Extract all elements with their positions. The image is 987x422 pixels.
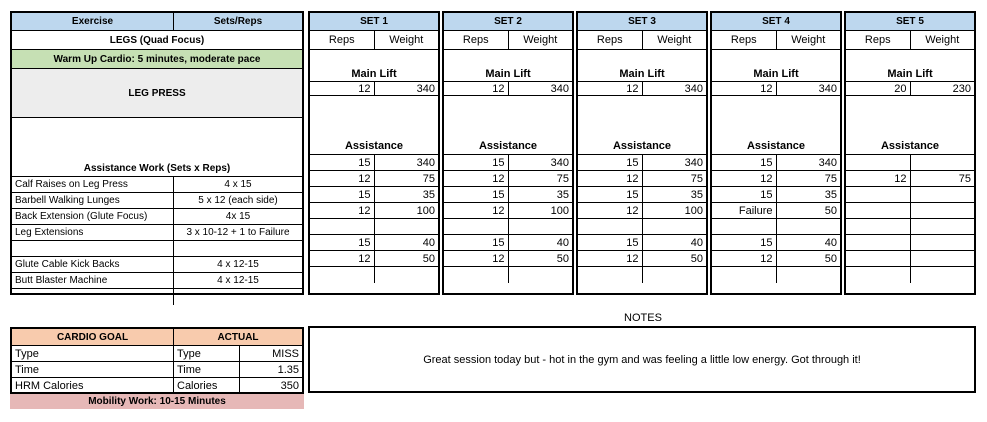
- assistance-weight: 340: [818, 156, 837, 169]
- set-labels-row: [310, 31, 438, 50]
- assistance-values-row: [712, 267, 840, 283]
- assistance-weight: [911, 187, 975, 202]
- cardio-table: [10, 327, 304, 394]
- warmup-text: Warm Up Cardio: 5 minutes, moderate pace: [53, 53, 261, 65]
- assistance-reps: 15: [444, 155, 509, 170]
- assistance-reps: 15: [444, 187, 509, 202]
- assistance-weight: [911, 251, 975, 266]
- assistance-reps: [578, 267, 643, 283]
- main-lift-values: [712, 81, 840, 96]
- assistance-row: [12, 257, 302, 273]
- notes-text: Great session today but - hot in the gym and was feeling a little low energy. Got through it!: [423, 353, 861, 366]
- assistance-values-row: [444, 235, 572, 251]
- assistance-weight: 50: [690, 252, 703, 265]
- main-lift-values: [846, 81, 974, 96]
- assistance-weight: 35: [690, 188, 703, 201]
- main-lift-values: [578, 81, 706, 96]
- notes-title: NOTES: [624, 312, 662, 324]
- assistance-weight: 100: [684, 204, 703, 217]
- exercise-table: [10, 11, 304, 295]
- assistance-reps: 12: [310, 171, 375, 186]
- assistance-values-row: [444, 251, 572, 267]
- assistance-reps: 12: [578, 251, 643, 266]
- assistance-values-row: [712, 219, 840, 235]
- set-block: [442, 11, 574, 295]
- main-lift-reps: 12: [444, 82, 509, 95]
- set-labels-row: [846, 31, 974, 50]
- assistance-reps: 15: [444, 235, 509, 250]
- assistance-reps: [310, 267, 375, 283]
- main-lift-weight: 340: [818, 82, 837, 95]
- assistance-exercise-name: Glute Cable Kick Backs: [12, 257, 174, 272]
- assistance-values-row: [712, 187, 840, 203]
- main-lift-label: Main Lift: [351, 68, 397, 80]
- assistance-values-row: [712, 171, 840, 187]
- assistance-reps: 15: [712, 235, 777, 250]
- assistance-header: Assistance Work (Sets x Reps): [83, 163, 231, 174]
- main-lift-label: Main Lift: [887, 68, 933, 80]
- assistance-reps: [846, 251, 911, 266]
- mobility-text: Mobility Work: 10-15 Minutes: [88, 396, 226, 407]
- main-lift-values: [310, 81, 438, 96]
- assistance-weight: [911, 219, 975, 234]
- assistance-values-row: [578, 203, 706, 219]
- assistance-weight: [375, 219, 439, 234]
- assistance-reps: 12: [444, 203, 509, 218]
- assistance-row: [12, 289, 302, 305]
- assistance-weight: 40: [824, 236, 837, 249]
- set-labels-row: [444, 31, 572, 50]
- assistance-weight: 40: [556, 236, 569, 249]
- section-title-row: [12, 31, 302, 50]
- assistance-weight: [911, 203, 975, 218]
- set-title-row: [310, 13, 438, 31]
- assistance-values-row: [310, 155, 438, 171]
- assistance-scheme: 4x 15: [225, 211, 251, 222]
- assistance-reps: [310, 219, 375, 234]
- cardio-actual-label: Time: [174, 362, 240, 377]
- cardio-actual-header: ACTUAL: [217, 331, 259, 343]
- assistance-weight: 35: [556, 188, 569, 201]
- assistance-label: Assistance: [846, 96, 974, 155]
- assistance-weight: 75: [690, 172, 703, 185]
- cardio-goal-label: HRM Calories: [12, 378, 174, 394]
- assistance-values-row: [846, 203, 974, 219]
- assistance-values-row: [846, 155, 974, 171]
- main-lift-weight: 340: [550, 82, 569, 95]
- cardio-row: [12, 362, 302, 378]
- assistance-reps: 15: [578, 187, 643, 202]
- reps-label: Reps: [444, 31, 509, 49]
- set-labels-row: [578, 31, 706, 50]
- assistance-exercise-name: Leg Extensions: [12, 225, 174, 240]
- assistance-values-row: [846, 219, 974, 235]
- assistance-row: [12, 273, 302, 289]
- main-lift-name: LEG PRESS: [128, 87, 186, 99]
- assistance-label: Assistance: [712, 96, 840, 155]
- assistance-reps: 15: [712, 155, 777, 170]
- assistance-values-row: [578, 155, 706, 171]
- assistance-values-row: [578, 219, 706, 235]
- cardio-goal-label: Type: [12, 346, 174, 361]
- assistance-values-row: [578, 171, 706, 187]
- assistance-values-row: [846, 171, 974, 187]
- set-block: [844, 11, 976, 295]
- assistance-values-row: [578, 267, 706, 283]
- assistance-reps: 15: [310, 187, 375, 202]
- assistance-reps: 15: [578, 155, 643, 170]
- assistance-values-row: [310, 219, 438, 235]
- assistance-weight: 40: [422, 236, 435, 249]
- assistance-exercise-name: Calf Raises on Leg Press: [12, 177, 174, 192]
- assistance-scheme: 5 x 12 (each side): [198, 195, 278, 206]
- section-title: LEGS (Quad Focus): [109, 34, 205, 46]
- assistance-weight: [911, 235, 975, 250]
- assistance-weight: 100: [550, 204, 569, 217]
- assistance-row: [12, 209, 302, 225]
- assistance-scheme: 4 x 12-15: [217, 259, 259, 270]
- cardio-row: [12, 378, 302, 394]
- assistance-weight: [375, 267, 439, 283]
- set-title: SET 5: [896, 16, 924, 27]
- assistance-values-row: [444, 171, 572, 187]
- assistance-weight: [911, 155, 975, 170]
- cardio-actual-value: 350: [280, 380, 299, 392]
- assistance-reps: 12: [712, 171, 777, 186]
- set-title-row: [578, 13, 706, 31]
- assistance-scheme: [174, 289, 302, 305]
- assistance-reps: [578, 219, 643, 234]
- main-lift-reps: 12: [310, 82, 375, 95]
- assistance-weight: 50: [422, 252, 435, 265]
- assistance-weight: 50: [556, 252, 569, 265]
- main-lift-reps: 12: [578, 82, 643, 95]
- assistance-exercise-name: [12, 241, 174, 256]
- weight-label: Weight: [657, 34, 692, 46]
- assistance-reps: [846, 187, 911, 202]
- cardio-row: [12, 346, 302, 362]
- set-title: SET 1: [360, 16, 388, 27]
- assistance-values-row: [578, 235, 706, 251]
- assistance-reps: 12: [310, 251, 375, 266]
- assistance-exercise-name: [12, 289, 174, 305]
- cardio-actual-value: MISS: [272, 347, 299, 360]
- assistance-weight: 100: [416, 204, 435, 217]
- assistance-scheme: 4 x 15: [224, 179, 252, 190]
- main-lift-weight: 230: [952, 82, 971, 95]
- weight-label: Weight: [925, 34, 960, 46]
- assistance-reps: [846, 267, 911, 283]
- exercise-header: Exercise: [12, 13, 174, 30]
- assistance-weight: 35: [824, 188, 837, 201]
- assistance-values-row: [712, 155, 840, 171]
- assistance-weight: 340: [550, 156, 569, 169]
- main-lift-weight: 340: [416, 82, 435, 95]
- assistance-reps: 12: [846, 171, 911, 186]
- assistance-reps: [846, 235, 911, 250]
- reps-label: Reps: [578, 31, 643, 49]
- assistance-values-row: [310, 187, 438, 203]
- assistance-weight: 75: [556, 172, 569, 185]
- assistance-values-row: [444, 267, 572, 283]
- assistance-values-row: [846, 251, 974, 267]
- assistance-values-row: [846, 187, 974, 203]
- assistance-values-row: [310, 171, 438, 187]
- assistance-reps: [444, 219, 509, 234]
- assistance-weight: 75: [422, 172, 435, 185]
- assistance-reps: [712, 267, 777, 283]
- assistance-reps: 15: [310, 235, 375, 250]
- assistance-values-row: [444, 203, 572, 219]
- assistance-values-row: [846, 235, 974, 251]
- set-title: SET 2: [494, 16, 522, 27]
- main-lift-label: Main Lift: [619, 68, 665, 80]
- assistance-reps: 12: [444, 171, 509, 186]
- assistance-values-row: [846, 267, 974, 283]
- assistance-reps: Failure: [712, 203, 777, 218]
- assistance-header-row: [12, 118, 302, 177]
- exercise-header-row: [12, 13, 302, 31]
- assistance-reps: [846, 219, 911, 234]
- assistance-weight: 340: [416, 156, 435, 169]
- set-title-row: [444, 13, 572, 31]
- assistance-label: Assistance: [578, 96, 706, 155]
- assistance-reps: 12: [578, 171, 643, 186]
- assistance-row: [12, 193, 302, 209]
- assistance-reps: 15: [578, 235, 643, 250]
- main-lift-values: [444, 81, 572, 96]
- assistance-weight: [643, 219, 707, 234]
- assistance-exercise-name: Back Extension (Glute Focus): [12, 209, 174, 224]
- assistance-reps: [846, 155, 911, 170]
- assistance-row: [12, 225, 302, 241]
- assistance-label: Assistance: [310, 96, 438, 155]
- assistance-values-row: [310, 203, 438, 219]
- assistance-weight: [643, 267, 707, 283]
- assistance-exercise-name: Barbell Walking Lunges: [12, 193, 174, 208]
- assistance-values-row: [444, 155, 572, 171]
- assistance-reps: 15: [712, 187, 777, 202]
- weight-label: Weight: [389, 34, 424, 46]
- reps-label: Reps: [712, 31, 777, 49]
- weight-label: Weight: [523, 34, 558, 46]
- assistance-values-row: [310, 251, 438, 267]
- assistance-reps: [846, 203, 911, 218]
- assistance-weight: [509, 267, 573, 283]
- set-title: SET 3: [628, 16, 656, 27]
- assistance-values-row: [712, 235, 840, 251]
- cardio-goal-label: Time: [12, 362, 174, 377]
- cardio-header-row: [12, 329, 302, 346]
- assistance-weight: [509, 219, 573, 234]
- warmup-row: [12, 50, 302, 69]
- cardio-actual-label: Calories: [174, 378, 240, 394]
- mobility-row: [10, 394, 304, 409]
- assistance-weight: 50: [824, 252, 837, 265]
- assistance-weight: 75: [824, 172, 837, 185]
- assistance-values-row: [310, 267, 438, 283]
- assistance-weight: 50: [824, 204, 837, 217]
- assistance-reps: 15: [310, 155, 375, 170]
- cardio-actual-value: 1.35: [277, 363, 299, 376]
- assistance-values-row: [444, 187, 572, 203]
- assistance-weight: [911, 267, 975, 283]
- assistance-reps: [712, 219, 777, 234]
- assistance-reps: [444, 267, 509, 283]
- assistance-scheme: [174, 241, 302, 256]
- main-lift-reps: 20: [846, 82, 911, 95]
- assistance-weight: 340: [684, 156, 703, 169]
- assistance-values-row: [712, 251, 840, 267]
- assistance-reps: 12: [712, 251, 777, 266]
- set-title-row: [846, 13, 974, 31]
- set-labels-row: [712, 31, 840, 50]
- weight-label: Weight: [791, 34, 826, 46]
- cardio-actual-label: Type: [174, 346, 240, 361]
- set-title-row: [712, 13, 840, 31]
- assistance-exercise-name: Butt Blaster Machine: [12, 273, 174, 288]
- assistance-values-row: [578, 251, 706, 267]
- reps-label: Reps: [846, 31, 911, 49]
- assistance-weight: [777, 219, 841, 234]
- cardio-goal-header: CARDIO GOAL: [12, 329, 174, 345]
- assistance-values-row: [310, 235, 438, 251]
- assistance-weight: [777, 267, 841, 283]
- assistance-reps: 12: [444, 251, 509, 266]
- assistance-values-row: [712, 203, 840, 219]
- assistance-reps: 12: [578, 203, 643, 218]
- main-lift-weight: 340: [684, 82, 703, 95]
- assistance-row: [12, 241, 302, 257]
- assistance-weight: 35: [422, 188, 435, 201]
- main-lift-label: Main Lift: [753, 68, 799, 80]
- assistance-reps: 12: [310, 203, 375, 218]
- assistance-weight: 75: [958, 172, 971, 185]
- reps-label: Reps: [310, 31, 375, 49]
- notes-box: [308, 326, 976, 393]
- set-block: [308, 11, 440, 295]
- assistance-label: Assistance: [444, 96, 572, 155]
- assistance-scheme: 4 x 12-15: [217, 275, 259, 286]
- main-lift-label: Main Lift: [485, 68, 531, 80]
- assistance-scheme: 3 x 10-12 + 1 to Failure: [186, 227, 290, 238]
- assistance-values-row: [444, 219, 572, 235]
- assistance-weight: 40: [690, 236, 703, 249]
- sets-reps-header: Sets/Reps: [213, 16, 263, 27]
- main-lift-row: [12, 69, 302, 118]
- assistance-row: [12, 177, 302, 193]
- set-block: [710, 11, 842, 295]
- set-title: SET 4: [762, 16, 790, 27]
- main-lift-reps: 12: [712, 82, 777, 95]
- set-block: [576, 11, 708, 295]
- assistance-values-row: [578, 187, 706, 203]
